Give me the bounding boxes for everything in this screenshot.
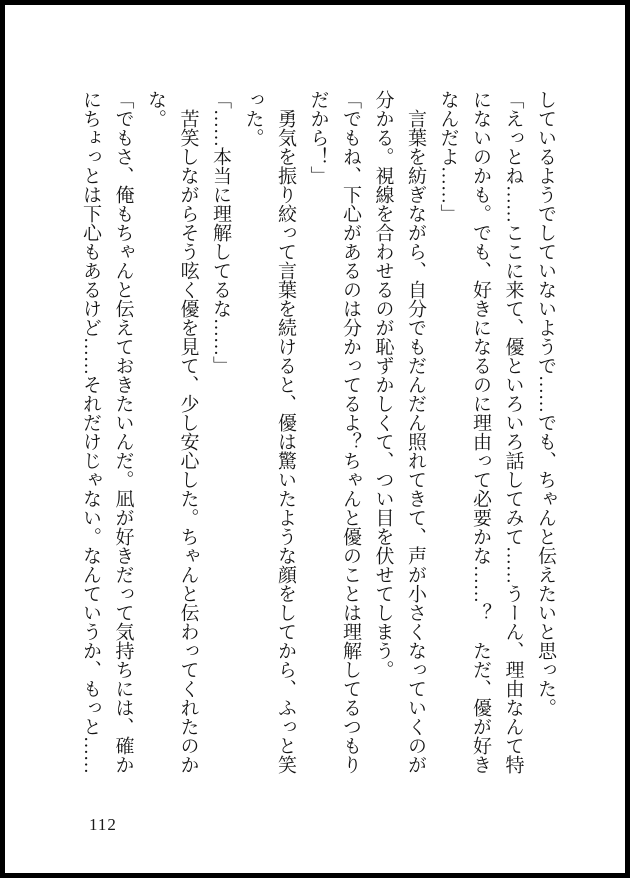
paragraph: しているようでしていないようで……でも、ちゃんと伝えたいと思った。 xyxy=(535,90,556,717)
page-number: 112 xyxy=(89,815,117,834)
paragraph: 「でもさ、俺もちゃんと伝えておきたいんだ。凪が好きだって気持ちには、確かにちょっとは下心もあるけど……それだけじゃない。なんていうか、もっと…… xyxy=(80,90,134,774)
paragraph: 苦笑しながらそう呟く優を見て、少し安心した。ちゃんと伝わってくれたのかな。 xyxy=(145,90,199,774)
vertical-text-block xyxy=(74,90,562,774)
paragraph: 言葉を紡ぎながら、自分でもだんだん照れてきて、声が小さくなっていくのが分かる。視線を合わせるのが恥ずかしくて、つい目を伏せてしまう。 xyxy=(372,90,426,774)
paragraph: 「でもね、下心があるのは分かってるよ？ちゃんと優のことは理解してるつもりだから！」 xyxy=(307,90,361,774)
paragraph: 「……本当に理解してるな……」 xyxy=(210,90,231,375)
paragraph: 「えっとね……ここに来て、優といろいろ話してみて……うーん、理由なんて特にないのかも。でも、好きになるのに理由って必要かな……？ ただ、優が好きなんだよ……」 xyxy=(437,90,524,774)
paragraph: 勇気を振り絞って言葉を続けると、優は驚いたような顔をしてから、ふっと笑った。 xyxy=(242,90,296,774)
